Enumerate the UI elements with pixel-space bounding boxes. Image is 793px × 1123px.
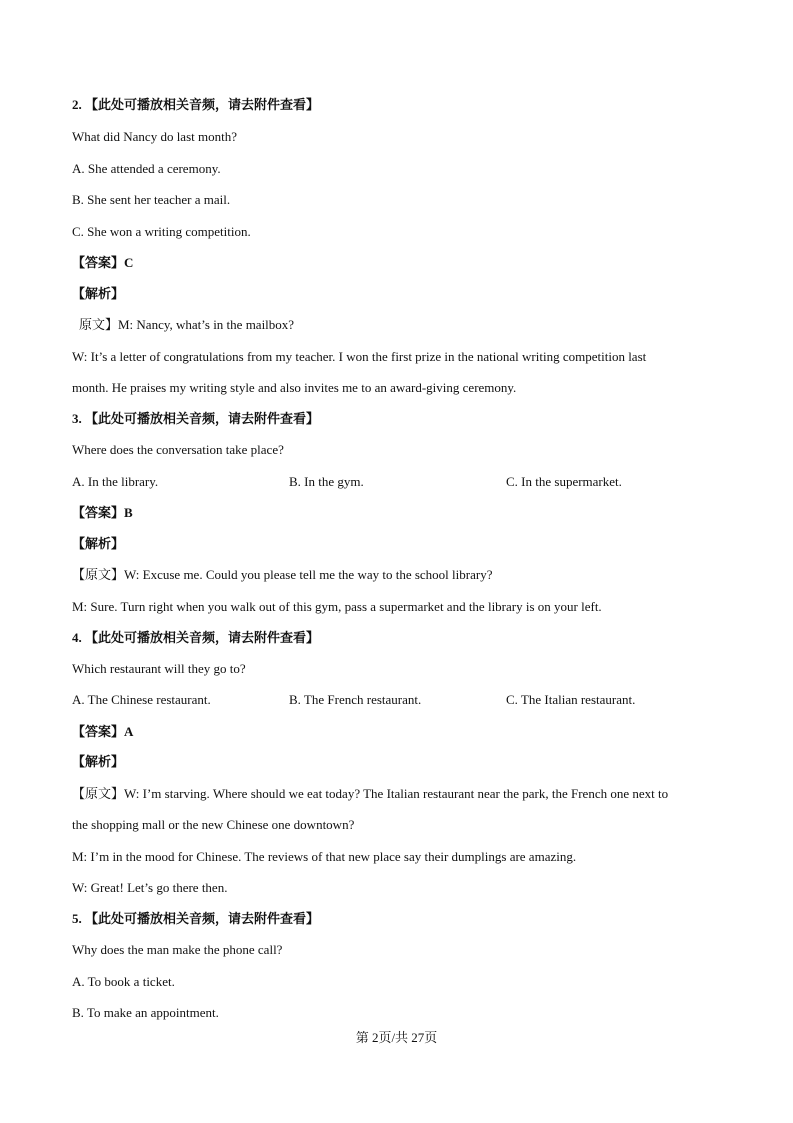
question-header: 4. 【此处可播放相关音频，请去附件查看】	[72, 630, 320, 645]
answer: 【答案】C	[72, 255, 134, 270]
transcript-line: M: Sure. Turn right when you walk out of this gym, pass a supermarket and the library is on your left.	[72, 599, 602, 614]
option-a: A. The Chinese restaurant.	[72, 692, 211, 707]
analysis-label: 【解析】	[72, 286, 125, 301]
option-c: C. In the supermarket.	[506, 474, 622, 489]
transcript-line: 【原文】W: Excuse me. Could you please tell me the way to the school library?	[72, 567, 493, 582]
question-text: What did Nancy do last month?	[72, 129, 237, 144]
question-header: 3. 【此处可播放相关音频，请去附件查看】	[72, 411, 320, 426]
analysis-label: 【解析】	[72, 754, 125, 769]
question-text: Which restaurant will they go to?	[72, 661, 246, 676]
option-b: B. The French restaurant.	[289, 692, 422, 707]
option-b: B. She sent her teacher a mail.	[72, 192, 231, 207]
transcript-line: 【原文】W: I’m starving. Where should we eat today? The Italian restaurant near the park, the French one next to	[72, 786, 669, 801]
question-header: 5. 【此处可播放相关音频，请去附件查看】	[72, 911, 320, 926]
option-c: C. She won a writing competition.	[72, 224, 251, 239]
transcript-line: the shopping mall or the new Chinese one downtown?	[72, 817, 355, 832]
transcript-line: M: I’m in the mood for Chinese. The reviews of that new place say their dumplings are amazing.	[72, 849, 577, 864]
option-c: C. The Italian restaurant.	[506, 692, 636, 707]
transcript-line: W: It’s a letter of congratulations from my teacher. I won the first prize in the national writing competition last	[72, 349, 647, 364]
question-header: 2. 【此处可播放相关音频，请去附件查看】	[72, 97, 320, 112]
answer: 【答案】A	[72, 724, 134, 739]
transcript-line: W: Great! Let’s go there then.	[72, 880, 228, 895]
transcript-line: month. He praises my writing style and also invites me to an award-giving ceremony.	[72, 380, 517, 395]
question-text: Why does the man make the phone call?	[72, 942, 283, 957]
page-footer: 第 2页/共 27页	[355, 1030, 438, 1045]
answer: 【答案】B	[72, 505, 133, 520]
option-b: B. In the gym.	[289, 474, 364, 489]
question-text: Where does the conversation take place?	[72, 442, 284, 457]
analysis-label: 【解析】	[72, 536, 125, 551]
transcript-line: 原文】M: Nancy, what’s in the mailbox?	[79, 317, 295, 332]
option-b: B. To make an appointment.	[72, 1005, 219, 1020]
option-a: A. To book a ticket.	[72, 974, 175, 989]
option-a: A. She attended a ceremony.	[72, 161, 221, 176]
option-a: A. In the library.	[72, 474, 159, 489]
